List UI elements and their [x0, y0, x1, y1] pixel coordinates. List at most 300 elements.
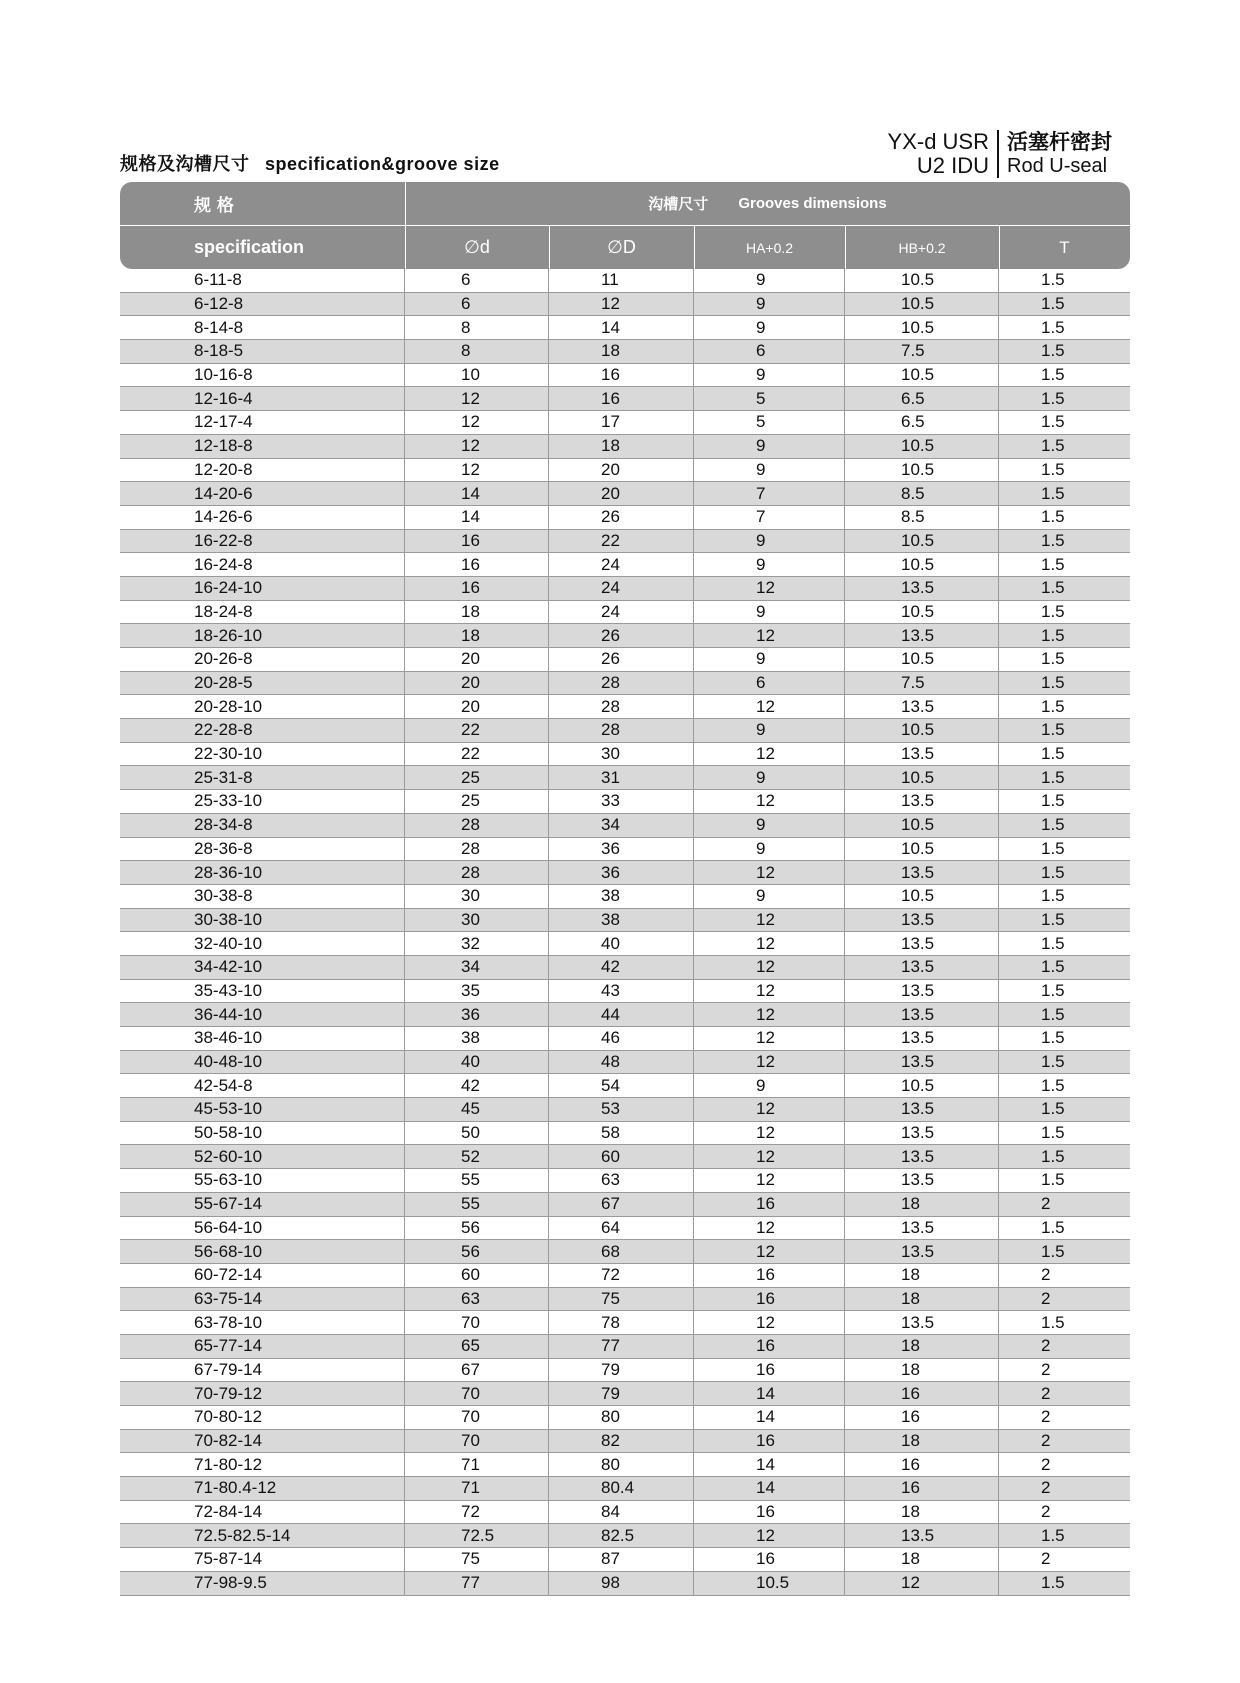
cell-D: 26	[549, 648, 694, 671]
cell-t: 1.5	[1041, 1123, 1065, 1143]
cell-d: 30	[405, 909, 549, 932]
table-row	[120, 1572, 1130, 1596]
cell-t: 1.5	[1041, 1004, 1065, 1024]
cell-t: 2	[1041, 1288, 1051, 1308]
cell-d: 45	[405, 1098, 549, 1121]
table-header	[120, 182, 1130, 269]
cell-t: 1.5	[1041, 1028, 1065, 1048]
cell-ha: 12	[694, 695, 845, 718]
cell-d: 30	[405, 885, 549, 908]
cell-ha: 12	[694, 956, 845, 979]
cell-spec: 34-42-10	[120, 956, 405, 979]
cell-spec: 67-79-14	[120, 1359, 405, 1382]
cell-spec: 56-68-10	[120, 1240, 405, 1263]
table-row	[120, 1524, 1130, 1548]
cell-ha: 12	[694, 1524, 845, 1547]
cell-d: 38	[405, 1027, 549, 1050]
cell-D: 80	[549, 1453, 694, 1476]
cell-ha: 5	[694, 411, 845, 434]
cell-ha: 16	[694, 1501, 845, 1524]
cell-spec: 12-18-8	[120, 435, 405, 458]
cell-spec: 38-46-10	[120, 1027, 405, 1050]
cell-spec: 10-16-8	[120, 364, 405, 387]
table-row	[120, 1145, 1130, 1169]
cell-D: 20	[549, 459, 694, 482]
cell-t: 2	[1041, 1265, 1051, 1285]
cell-d: 36	[405, 1003, 549, 1026]
table-row	[120, 1382, 1130, 1406]
cell-t: 2	[1041, 1431, 1051, 1451]
cell-ha: 12	[694, 1051, 845, 1074]
cell-ha: 16	[694, 1288, 845, 1311]
cell-d: 25	[405, 790, 549, 813]
cell-d: 28	[405, 861, 549, 884]
cell-hb: 13.5	[845, 980, 999, 1003]
cell-ha: 12	[694, 861, 845, 884]
product-label	[888, 130, 1112, 178]
cell-D: 42	[549, 956, 694, 979]
cell-t: 1.5	[1041, 459, 1065, 479]
cell-ha: 9	[694, 814, 845, 837]
cell-D: 53	[549, 1098, 694, 1121]
cell-hb: 10.5	[845, 553, 999, 576]
table-row	[120, 1501, 1130, 1525]
table-row	[120, 435, 1130, 459]
cell-ha: 10.5	[694, 1572, 845, 1595]
cell-d: 20	[405, 648, 549, 671]
cell-t: 1.5	[1041, 1525, 1065, 1545]
cell-D: 58	[549, 1122, 694, 1145]
table-row	[120, 719, 1130, 743]
cell-t: 1.5	[1041, 601, 1065, 621]
col-header-d: ∅d	[464, 237, 490, 257]
cell-d: 70	[405, 1430, 549, 1453]
cell-ha: 12	[694, 624, 845, 647]
col-header-specification: specification	[194, 237, 305, 257]
table-row	[120, 1335, 1130, 1359]
cell-d: 63	[405, 1288, 549, 1311]
cell-hb: 18	[845, 1193, 999, 1216]
cell-hb: 10.5	[845, 814, 999, 837]
cell-spec: 40-48-10	[120, 1051, 405, 1074]
cell-spec: 30-38-10	[120, 909, 405, 932]
product-code-1: YX-d USR	[887, 129, 989, 154]
cell-hb: 12	[845, 1572, 999, 1595]
cell-hb: 18	[845, 1359, 999, 1382]
cell-D: 87	[549, 1548, 694, 1571]
cell-hb: 6.5	[845, 411, 999, 434]
cell-spec: 65-77-14	[120, 1335, 405, 1358]
table-row	[120, 885, 1130, 909]
cell-ha: 12	[694, 790, 845, 813]
cell-d: 12	[405, 411, 549, 434]
table-row	[120, 695, 1130, 719]
cell-spec: 36-44-10	[120, 1003, 405, 1026]
cell-D: 16	[549, 364, 694, 387]
cell-hb: 16	[845, 1477, 999, 1500]
cell-spec: 14-20-6	[120, 482, 405, 505]
cell-hb: 10.5	[845, 435, 999, 458]
cell-t: 1.5	[1041, 649, 1065, 669]
cell-ha: 12	[694, 1145, 845, 1168]
table-row	[120, 601, 1130, 625]
cell-hb: 10.5	[845, 766, 999, 789]
cell-t: 1.5	[1041, 1217, 1065, 1237]
cell-t: 1.5	[1041, 744, 1065, 764]
cell-D: 82.5	[549, 1524, 694, 1547]
cell-ha: 12	[694, 1311, 845, 1334]
table-row	[120, 790, 1130, 814]
cell-spec: 25-31-8	[120, 766, 405, 789]
document-title-en: specification&groove size	[265, 154, 500, 174]
cell-t: 1.5	[1041, 365, 1065, 385]
cell-d: 20	[405, 672, 549, 695]
cell-d: 32	[405, 932, 549, 955]
cell-hb: 13.5	[845, 1098, 999, 1121]
cell-d: 16	[405, 553, 549, 576]
table-row	[120, 909, 1130, 933]
cell-D: 67	[549, 1193, 694, 1216]
cell-spec: 60-72-14	[120, 1264, 405, 1287]
table-row	[120, 1122, 1130, 1146]
cell-t: 1.5	[1041, 554, 1065, 574]
cell-ha: 9	[694, 648, 845, 671]
table-row	[120, 838, 1130, 862]
cell-ha: 9	[694, 885, 845, 908]
cell-d: 28	[405, 814, 549, 837]
cell-t: 1.5	[1041, 1241, 1065, 1261]
cell-D: 18	[549, 435, 694, 458]
table-row	[120, 956, 1130, 980]
cell-d: 22	[405, 743, 549, 766]
cell-D: 11	[549, 269, 694, 292]
cell-d: 55	[405, 1193, 549, 1216]
cell-spec: 12-16-4	[120, 387, 405, 410]
cell-t: 1.5	[1041, 436, 1065, 456]
cell-d: 10	[405, 364, 549, 387]
cell-spec: 6-12-8	[120, 293, 405, 316]
cell-t: 1.5	[1041, 1075, 1065, 1095]
cell-D: 79	[549, 1382, 694, 1405]
cell-d: 12	[405, 459, 549, 482]
cell-ha: 12	[694, 1169, 845, 1192]
cell-ha: 16	[694, 1264, 845, 1287]
cell-ha: 9	[694, 719, 845, 742]
cell-spec: 16-24-8	[120, 553, 405, 576]
cell-t: 1.5	[1041, 412, 1065, 432]
cell-ha: 12	[694, 743, 845, 766]
group-groove-zh: 沟槽尺寸	[648, 195, 709, 213]
cell-hb: 13.5	[845, 577, 999, 600]
product-name-zh: 活塞杆密封	[1007, 130, 1112, 154]
table-row	[120, 814, 1130, 838]
cell-t: 1.5	[1041, 1146, 1065, 1166]
cell-spec: 71-80-12	[120, 1453, 405, 1476]
product-codes	[888, 130, 999, 178]
cell-spec: 77-98-9.5	[120, 1572, 405, 1595]
cell-spec: 45-53-10	[120, 1098, 405, 1121]
table-row	[120, 1264, 1130, 1288]
cell-spec: 14-26-6	[120, 506, 405, 529]
cell-t: 1.5	[1041, 530, 1065, 550]
cell-ha: 12	[694, 980, 845, 1003]
cell-hb: 18	[845, 1501, 999, 1524]
table-row	[120, 1453, 1130, 1477]
table-row	[120, 506, 1130, 530]
cell-d: 16	[405, 577, 549, 600]
cell-t: 1.5	[1041, 673, 1065, 693]
cell-D: 34	[549, 814, 694, 837]
cell-ha: 9	[694, 293, 845, 316]
table-row	[120, 1548, 1130, 1572]
cell-t: 1.5	[1041, 909, 1065, 929]
table-row	[120, 861, 1130, 885]
product-names	[999, 130, 1112, 178]
cell-d: 28	[405, 838, 549, 861]
group-groove-en: Grooves dimensions	[738, 195, 887, 212]
cell-d: 35	[405, 980, 549, 1003]
cell-d: 65	[405, 1335, 549, 1358]
cell-spec: 50-58-10	[120, 1122, 405, 1145]
cell-t: 2	[1041, 1478, 1051, 1498]
cell-ha: 16	[694, 1430, 845, 1453]
cell-d: 60	[405, 1264, 549, 1287]
cell-D: 16	[549, 387, 694, 410]
cell-ha: 14	[694, 1382, 845, 1405]
cell-hb: 16	[845, 1453, 999, 1476]
cell-spec: 32-40-10	[120, 932, 405, 955]
cell-t: 2	[1041, 1383, 1051, 1403]
cell-ha: 9	[694, 530, 845, 553]
cell-spec: 22-30-10	[120, 743, 405, 766]
group-spec-label: 规 格	[194, 196, 234, 216]
cell-spec: 75-87-14	[120, 1548, 405, 1571]
cell-hb: 13.5	[845, 695, 999, 718]
table-row	[120, 293, 1130, 317]
cell-t: 1.5	[1041, 815, 1065, 835]
cell-ha: 9	[694, 766, 845, 789]
cell-D: 75	[549, 1288, 694, 1311]
cell-t: 1.5	[1041, 1170, 1065, 1190]
cell-ha: 12	[694, 577, 845, 600]
cell-ha: 12	[694, 909, 845, 932]
cell-t: 1.5	[1041, 483, 1065, 503]
table-row	[120, 482, 1130, 506]
cell-d: 18	[405, 624, 549, 647]
cell-hb: 13.5	[845, 790, 999, 813]
cell-t: 1.5	[1041, 933, 1065, 953]
cell-hb: 10.5	[845, 885, 999, 908]
cell-hb: 6.5	[845, 387, 999, 410]
cell-D: 18	[549, 340, 694, 363]
table-row	[120, 1406, 1130, 1430]
table-row	[120, 459, 1130, 483]
cell-t: 1.5	[1041, 1573, 1065, 1593]
cell-spec: 55-63-10	[120, 1169, 405, 1192]
cell-spec: 25-33-10	[120, 790, 405, 813]
cell-t: 1.5	[1041, 294, 1065, 314]
cell-d: 16	[405, 530, 549, 553]
cell-d: 50	[405, 1122, 549, 1145]
table-row	[120, 766, 1130, 790]
cell-D: 36	[549, 861, 694, 884]
cell-d: 8	[405, 316, 549, 339]
cell-d: 75	[405, 1548, 549, 1571]
cell-spec: 52-60-10	[120, 1145, 405, 1168]
cell-t: 1.5	[1041, 317, 1065, 337]
cell-t: 1.5	[1041, 838, 1065, 858]
cell-hb: 16	[845, 1382, 999, 1405]
cell-d: 25	[405, 766, 549, 789]
table-row	[120, 980, 1130, 1004]
cell-d: 14	[405, 482, 549, 505]
cell-t: 1.5	[1041, 507, 1065, 527]
cell-ha: 16	[694, 1359, 845, 1382]
cell-hb: 7.5	[845, 672, 999, 695]
cell-hb: 13.5	[845, 1240, 999, 1263]
table-row	[120, 1051, 1130, 1075]
table-row	[120, 577, 1130, 601]
cell-t: 1.5	[1041, 1312, 1065, 1332]
table-row	[120, 1217, 1130, 1241]
cell-hb: 16	[845, 1406, 999, 1429]
cell-t: 1.5	[1041, 696, 1065, 716]
cell-hb: 13.5	[845, 743, 999, 766]
cell-spec: 18-24-8	[120, 601, 405, 624]
cell-d: 42	[405, 1074, 549, 1097]
cell-D: 28	[549, 672, 694, 695]
table-row	[120, 672, 1130, 696]
cell-t: 2	[1041, 1359, 1051, 1379]
table-row	[120, 932, 1130, 956]
cell-spec: 42-54-8	[120, 1074, 405, 1097]
cell-d: 18	[405, 601, 549, 624]
cell-D: 24	[549, 601, 694, 624]
cell-hb: 18	[845, 1335, 999, 1358]
cell-d: 12	[405, 435, 549, 458]
cell-hb: 10.5	[845, 1074, 999, 1097]
cell-ha: 12	[694, 1217, 845, 1240]
col-header-D: ∅D	[607, 237, 636, 257]
table-row	[120, 364, 1130, 388]
cell-spec: 70-80-12	[120, 1406, 405, 1429]
table-row	[120, 1311, 1130, 1335]
col-header-hb: HB+0.2	[898, 239, 946, 256]
cell-D: 44	[549, 1003, 694, 1026]
cell-spec: 16-24-10	[120, 577, 405, 600]
cell-spec: 6-11-8	[120, 269, 405, 292]
cell-hb: 13.5	[845, 1027, 999, 1050]
cell-D: 82	[549, 1430, 694, 1453]
cell-hb: 10.5	[845, 293, 999, 316]
cell-ha: 5	[694, 387, 845, 410]
cell-hb: 10.5	[845, 648, 999, 671]
cell-ha: 9	[694, 316, 845, 339]
cell-D: 64	[549, 1217, 694, 1240]
cell-hb: 18	[845, 1548, 999, 1571]
cell-d: 40	[405, 1051, 549, 1074]
product-name-en: Rod U-seal	[1007, 155, 1108, 177]
cell-D: 28	[549, 719, 694, 742]
cell-hb: 10.5	[845, 364, 999, 387]
cell-ha: 9	[694, 435, 845, 458]
cell-hb: 13.5	[845, 1524, 999, 1547]
cell-hb: 10.5	[845, 601, 999, 624]
cell-spec: 56-64-10	[120, 1217, 405, 1240]
cell-t: 1.5	[1041, 720, 1065, 740]
cell-t: 1.5	[1041, 341, 1065, 361]
cell-D: 78	[549, 1311, 694, 1334]
cell-hb: 18	[845, 1430, 999, 1453]
cell-hb: 13.5	[845, 624, 999, 647]
table-row	[120, 1288, 1130, 1312]
cell-spec: 16-22-8	[120, 530, 405, 553]
cell-t: 1.5	[1041, 767, 1065, 787]
cell-D: 54	[549, 1074, 694, 1097]
cell-t: 2	[1041, 1549, 1051, 1569]
cell-hb: 13.5	[845, 1051, 999, 1074]
cell-ha: 9	[694, 269, 845, 292]
cell-spec: 8-14-8	[120, 316, 405, 339]
cell-hb: 13.5	[845, 909, 999, 932]
cell-ha: 14	[694, 1453, 845, 1476]
group-groove-label	[405, 182, 1130, 225]
cell-D: 63	[549, 1169, 694, 1192]
cell-spec: 35-43-10	[120, 980, 405, 1003]
cell-D: 79	[549, 1359, 694, 1382]
table-row	[120, 1193, 1130, 1217]
cell-D: 38	[549, 909, 694, 932]
cell-hb: 13.5	[845, 1169, 999, 1192]
cell-d: 8	[405, 340, 549, 363]
cell-hb: 13.5	[845, 861, 999, 884]
cell-D: 98	[549, 1572, 694, 1595]
spec-table	[120, 182, 1130, 1596]
cell-t: 1.5	[1041, 886, 1065, 906]
cell-hb: 13.5	[845, 1122, 999, 1145]
cell-t: 1.5	[1041, 791, 1065, 811]
cell-t: 2	[1041, 1194, 1051, 1214]
cell-t: 1.5	[1041, 270, 1065, 290]
cell-ha: 9	[694, 838, 845, 861]
cell-ha: 9	[694, 601, 845, 624]
table-row	[120, 411, 1130, 435]
cell-ha: 6	[694, 340, 845, 363]
cell-d: 72.5	[405, 1524, 549, 1547]
cell-hb: 13.5	[845, 1003, 999, 1026]
cell-D: 40	[549, 932, 694, 955]
cell-hb: 13.5	[845, 1311, 999, 1334]
cell-spec: 18-26-10	[120, 624, 405, 647]
table-row	[120, 1477, 1130, 1501]
table-row	[120, 743, 1130, 767]
cell-ha: 16	[694, 1335, 845, 1358]
cell-ha: 12	[694, 1027, 845, 1050]
cell-D: 30	[549, 743, 694, 766]
cell-hb: 18	[845, 1288, 999, 1311]
table-row	[120, 1240, 1130, 1264]
cell-d: 67	[405, 1359, 549, 1382]
table-row	[120, 553, 1130, 577]
cell-t: 2	[1041, 1454, 1051, 1474]
cell-ha: 9	[694, 1074, 845, 1097]
cell-d: 70	[405, 1406, 549, 1429]
cell-d: 6	[405, 269, 549, 292]
table-row	[120, 1027, 1130, 1051]
table-row	[120, 269, 1130, 293]
col-header-t: T	[1059, 237, 1070, 257]
cell-spec: 63-75-14	[120, 1288, 405, 1311]
